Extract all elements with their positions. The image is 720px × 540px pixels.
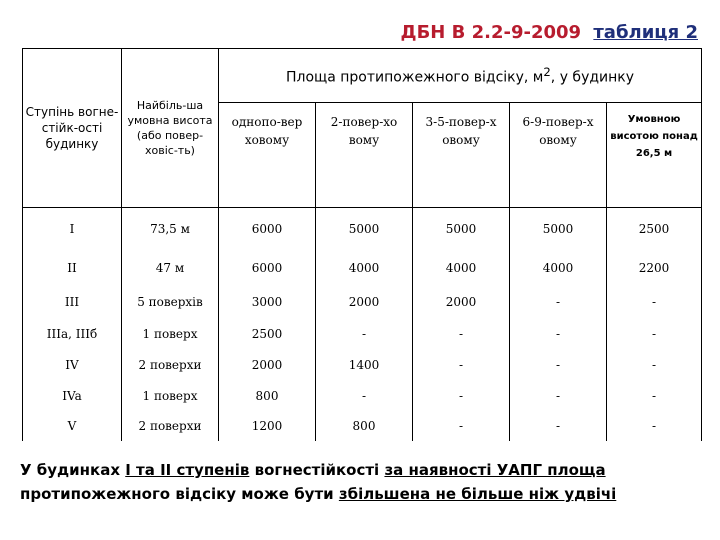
- table-label: таблиця 2: [593, 22, 698, 43]
- cell-6-9-storey: 4000: [510, 251, 607, 286]
- cell-conditional: -: [607, 382, 702, 411]
- cell-two-storey: -: [316, 382, 413, 411]
- cell-one-storey: 2500: [219, 319, 316, 349]
- page-title: [401, 22, 698, 43]
- cell-one-storey: 800: [219, 382, 316, 411]
- table-row: [23, 251, 702, 286]
- table-row: [23, 319, 702, 349]
- cell-degree: II: [23, 251, 122, 286]
- cell-3-5-storey: 4000: [413, 251, 510, 286]
- cell-two-storey: 1400: [316, 349, 413, 382]
- table-row: [23, 286, 702, 319]
- cell-height: 5 поверхів: [122, 286, 219, 319]
- subheader-conditional-height: Умовною висотою понад 26,5 м: [607, 103, 702, 208]
- cell-conditional: -: [607, 411, 702, 441]
- cell-3-5-storey: 5000: [413, 208, 510, 251]
- doc-code: ДБН В 2.2-9-2009: [400, 22, 582, 43]
- cell-height: 1 поверх: [122, 382, 219, 411]
- cell-height: 2 поверхи: [122, 411, 219, 441]
- cell-conditional: 2500: [607, 208, 702, 251]
- table-row: [23, 382, 702, 411]
- cell-degree: III: [23, 286, 122, 319]
- cell-two-storey: 4000: [316, 251, 413, 286]
- cell-height: 2 поверхи: [122, 349, 219, 382]
- cell-degree: IIIa, IIIб: [23, 319, 122, 349]
- header-fire-resistance-degree: Ступінь вогне-стійк-ості будинку: [23, 49, 122, 208]
- cell-6-9-storey: -: [510, 286, 607, 319]
- cell-6-9-storey: -: [510, 382, 607, 411]
- cell-degree: IV: [23, 349, 122, 382]
- note-limit: збільшена не більше ніж удвічі: [338, 485, 617, 503]
- cell-3-5-storey: -: [413, 411, 510, 441]
- subheader-3-5-storey: 3-5-повер-х овому: [413, 103, 510, 208]
- cell-conditional: -: [607, 286, 702, 319]
- cell-conditional: 2200: [607, 251, 702, 286]
- cell-conditional: -: [607, 319, 702, 349]
- table-row: [23, 208, 702, 251]
- cell-6-9-storey: 5000: [510, 208, 607, 251]
- cell-degree: IVa: [23, 382, 122, 411]
- cell-3-5-storey: 2000: [413, 286, 510, 319]
- cell-6-9-storey: -: [510, 349, 607, 382]
- cell-two-storey: -: [316, 319, 413, 349]
- cell-conditional: -: [607, 349, 702, 382]
- cell-one-storey: 6000: [219, 251, 316, 286]
- table-row: [23, 349, 702, 382]
- cell-one-storey: 6000: [219, 208, 316, 251]
- cell-height: 73,5 м: [122, 208, 219, 251]
- cell-two-storey: 5000: [316, 208, 413, 251]
- subheader-6-9-storey: 6-9-повер-х овому: [510, 103, 607, 208]
- cell-height: 47 м: [122, 251, 219, 286]
- table-body: [23, 208, 702, 441]
- cell-3-5-storey: -: [413, 319, 510, 349]
- cell-degree: V: [23, 411, 122, 441]
- cell-one-storey: 2000: [219, 349, 316, 382]
- cell-6-9-storey: -: [510, 319, 607, 349]
- subheader-two-storey: 2-повер-хо вому: [316, 103, 413, 208]
- cell-two-storey: 800: [316, 411, 413, 441]
- table-row: [23, 411, 702, 441]
- cell-3-5-storey: -: [413, 382, 510, 411]
- cell-height: 1 поверх: [122, 319, 219, 349]
- cell-one-storey: 1200: [219, 411, 316, 441]
- cell-3-5-storey: -: [413, 349, 510, 382]
- cell-one-storey: 3000: [219, 286, 316, 319]
- cell-6-9-storey: -: [510, 411, 607, 441]
- note-uapg: за наявності УАПГ площа: [384, 461, 606, 479]
- note-paragraph: У будинках I та II ступенів вогнестійкості за наявності УАПГ площа протипожежного відсіку може бути збільшена не більше ніж удвічі: [20, 461, 617, 503]
- cell-degree: I: [23, 208, 122, 251]
- note-degrees: I та II ступенів: [125, 461, 250, 479]
- cell-two-storey: 2000: [316, 286, 413, 319]
- fire-compartment-table: [22, 48, 702, 441]
- header-compartment-area: Площа протипожежного відсіку, $м^2$, у будинку: [219, 49, 702, 103]
- header-max-height: Найбіль-ша умовна висота (або повер-ховіс-ть): [122, 49, 219, 208]
- subheader-one-storey: однопо-вер ховому: [219, 103, 316, 208]
